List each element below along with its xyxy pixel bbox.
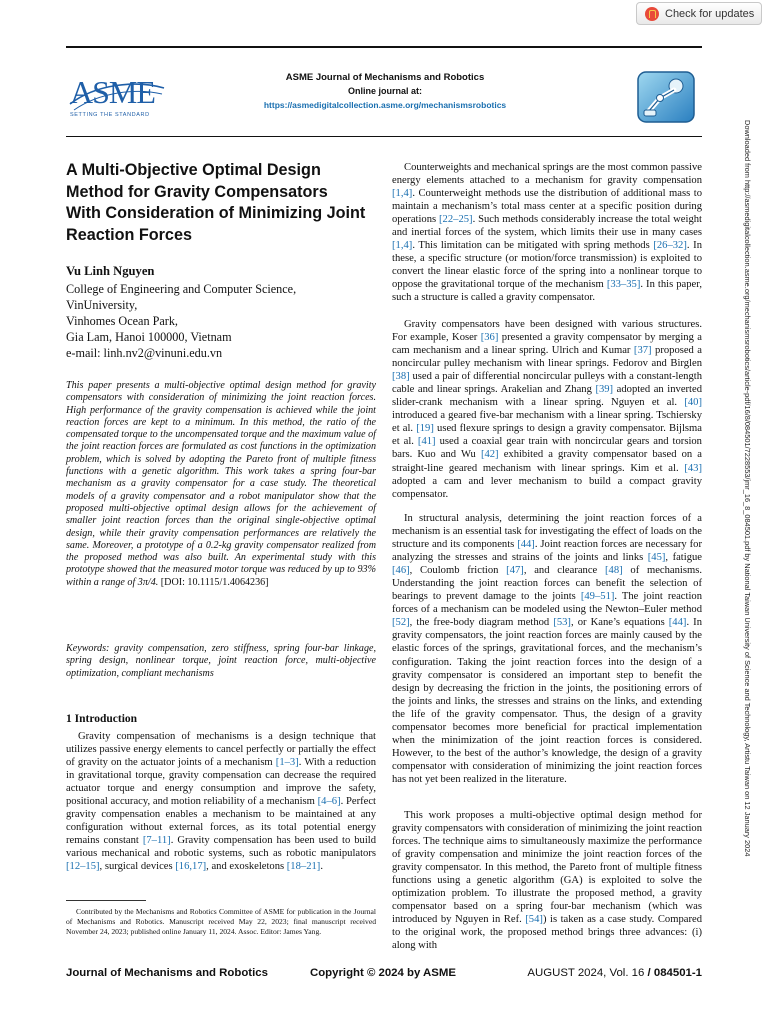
citation-link[interactable]: [44] — [668, 617, 687, 629]
download-note-text: Downloaded from http://asmedigitalcollection.asme.org/mechanismsrobotics/article-pdf/16/8/084501/7228553/jmr_16_8_084501.pdf by National Taiwan University of Science and Technology, Artistu Taiwan on 12 January 2024 — [743, 120, 752, 857]
asme-logo-word: ASME — [70, 74, 155, 110]
footer-issue — [470, 967, 702, 979]
citation-link[interactable]: [1–3] — [275, 757, 299, 769]
author-name: Vu Linh Nguyen — [66, 264, 155, 278]
online-journal-label: Online journal at: — [347, 86, 422, 96]
citation-link[interactable]: [45] — [647, 552, 666, 564]
doi: [DOI: 10.1115/1.4064236] — [160, 576, 269, 588]
affiliation-line: Gia Lam, Hanoi 100000, Vietnam — [66, 330, 232, 344]
citation-link[interactable]: [43] — [684, 462, 702, 474]
citation-link[interactable]: [26–32] — [653, 240, 687, 252]
footnote-rule — [66, 900, 146, 901]
citation-link[interactable]: [41] — [417, 436, 436, 448]
citation-link[interactable]: [48] — [605, 565, 623, 577]
citation-link[interactable]: [33–35] — [606, 279, 641, 291]
body-paragraph: This work proposes a multi-objective optimal design method for gravity compensators with consideration of minimizing the joint reaction forces. The technique aims to simultaneously maximize the performance of gravity compensation and minimize the joint reaction forces of the gravity compensator. In this method, the Pareto front of multiple fitness functions using a genetic algorithm (GA) is exploited to solve the optimization problem. To illustrate the proposed method, a gravity compensator based on a spring four-bar mechanism (which was introduced by Nguyen in Ref. [54]) is taken as a case study. Compared to the original work, the proposed method brings three advances: (i) along with — [392, 810, 702, 952]
body-paragraph: Counterweights and mechanical springs are the most common passive energy elements attached to a mechanism for gravity compensation [1,4]. Counterweight methods use the distribution of additional mass to maintain a mechanism’s total mass center at a specific position during operations [22–25]. Such methods considerably increase the total weight and inertial forces of the system, which limits their use in many cases [1,4]. This limitation can be mitigated with spring methods [26–32]. In these, a specific structure (or motion/force transmission) is exploited to convert the linear elastic force of the spring into a nonlinear torque to oppose the gravitational torque of the mechanism [33–35]. In this paper, such a structure is called a gravity compensator. — [392, 162, 702, 304]
check-for-updates-button[interactable] — [636, 2, 762, 25]
header-rule-top — [66, 46, 702, 48]
citation-link[interactable]: [4–6] — [317, 796, 341, 808]
citation-link[interactable]: [40] — [684, 397, 702, 409]
journal-url-link[interactable]: https://asmedigitalcollection.asme.org/mechanismsrobotics — [263, 100, 507, 110]
affiliation-line: VinUniversity, — [66, 298, 138, 312]
citation-link[interactable]: [49–51] — [580, 591, 615, 603]
affiliation-line: Vinhomes Ocean Park, — [66, 314, 178, 328]
header-rule-bottom — [66, 136, 702, 137]
journal-name: ASME Journal of Mechanisms and Robotics — [285, 72, 485, 83]
keywords: Keywords: gravity compensation, zero stiffness, spring four-bar linkage, spring design, nonlinear torque, joint reaction force, multi-objective optimization, compliant mechanisms — [66, 643, 376, 679]
citation-link[interactable]: [16,17] — [175, 861, 207, 873]
footnote: Contributed by the Mechanisms and Robotics Committee of ASME for publication in the Journal of Mechanisms and Robotics. Manuscript received May 22, 2023; final manuscript received November 24, 2023; published online January 11, 2024. Assoc. Editor: James Yang. — [66, 907, 376, 936]
citation-link[interactable]: [44] — [517, 539, 535, 551]
paper-title: A Multi-Objective Optimal Design Method for Gravity Compensators With Consideration of Minimizing Joint Reaction Forces — [66, 161, 366, 244]
citation-link[interactable]: [38] — [392, 371, 410, 383]
citation-link[interactable]: [18–21] — [286, 861, 321, 873]
footer-copyright: Copyright © 2024 by ASME — [310, 967, 456, 979]
citation-link[interactable]: [1,4] — [392, 240, 413, 252]
author-email[interactable]: e-mail: linh.nv2@vinuni.edu.vn — [66, 346, 223, 360]
footer-date: AUGUST 2024, Vol. 16 — [527, 967, 645, 979]
citation-link[interactable]: [22–25] — [439, 214, 473, 226]
citation-link[interactable]: [54] — [525, 914, 543, 926]
citation-link[interactable]: [53] — [553, 617, 571, 629]
check-for-updates-label: Check for updates — [665, 7, 755, 20]
body-paragraph: In structural analysis, determining the joint reaction forces of a mechanism is an essential task for investigating the effect of loads on the structure and its components [44]. Joint reaction forces are necessary for analyzing the stresses and strains of the joints and links [45], fatigue [46], Coulomb friction [47], and clearance [48] of mechanisms. Understanding the joint reaction forces can benefit the selection of bearings to prevent damage to the joints [49–51]. The joint reaction forces of a mechanism can be modeled using the Newton–Euler method [52], the free-body diagram method [53], or Kane’s equations [44]. In gravity compensators, the joint reaction forces are mainly caused by the elastic forces of the springs, gravitational forces, and the mechanism’s configuration. Taking the joint reaction forces into the design of a gravity compensator is considered an important step to benefit the design by decreasing the friction in the joints, the positioning errors of the joints and links, the stresses and strains on the links, and extending the life of the gravity compensator. Thus, the design of a gravity compensator becomes more beneficial for practical implementation when the minimization of the joint reaction forces is considered. However, to the best of the author’s knowledge, the design of a gravity compensator with consideration of minimizing the joint reaction forces has not yet been realized in the literature. — [392, 513, 702, 785]
check-updates-icon — [645, 7, 659, 21]
citation-link[interactable]: [1,4] — [392, 188, 413, 200]
robotics-journal-icon — [636, 68, 696, 124]
footer-journal: Journal of Mechanisms and Robotics — [66, 967, 268, 979]
citation-link[interactable]: [52] — [392, 617, 410, 629]
abstract-text: This paper presents a multi-objective optimal design method for gravity compensators with consideration of minimizing the joint reaction forces. High performance of the gravity compensation is achieved while the joint reaction forces are kept to a minimum. In this method, the ratio of the compensated torque to the uncompensated torque and the maximum value of the joint reaction forces are formulated as cost functions in the optimization problem, which is solved by adopting the Pareto front of multiple fitness functions with a genetic algorithm. This work takes a spring four-bar mechanism as a gravity compensator for a case study. The theoretical models of a gravity compensator and a robot manipulator show that the proposed multi-objective optimal design allows for the achievement of smaller joint reaction forces than the original single-objective optimal design, while their gravity compensation performances are relatively the same. Moreover, a prototype of a 0.2-kg gravity compensator realized from the proposed method was also built. An experimental study with this prototype showed that the measured motor torque was reduced by up to 93% within a range of 3π/4. — [66, 380, 376, 588]
citation-link[interactable]: [39] — [595, 384, 614, 396]
body-paragraph: Gravity compensators have been designed with various structures. For example, Koser [36] presented a gravity compensator by merging a cam mechanism and a linear spring. Ulrich and Kumar [37] proposed a noncircular pulley mechanism with linear springs. Fedorov and Birglen [38] used a pair of differential noncircular pulleys with a constant-length cable and linear springs. Arakelian and Zhang [39] adopted an inverted slider-crank mechanism with a linear spring. Nguyen et al. [40] introduced a geared five-bar mechanism with a linear spring. Tschiersky et al. [19] used flexure springs to design a gravity compensator. Bijlsma et al. [41] used a coaxial gear train with noncircular gears and torsion bars. Kuo and Wu [42] exhibited a gravity compensator based on a straight-line geared mechanism with linear springs. Kim et al. [43] adopted a cam and lever mechanism to build a compact gravity compensator. — [392, 319, 703, 500]
citation-link[interactable]: [19] — [416, 423, 434, 435]
abstract — [66, 380, 376, 589]
footer-page: 084501-1 — [653, 967, 702, 979]
citation-link[interactable]: [36] — [480, 332, 499, 344]
affiliation-line: College of Engineering and Computer Science, — [66, 282, 297, 296]
citation-link[interactable]: [46] — [392, 565, 410, 577]
footer-separator: / — [647, 967, 651, 979]
citation-link[interactable]: [37] — [633, 345, 652, 357]
citation-link[interactable]: [42] — [480, 449, 499, 461]
section-heading-introduction: 1 Introduction — [66, 713, 138, 725]
citation-link[interactable]: [47] — [506, 565, 524, 577]
download-note — [742, 120, 752, 1000]
citation-link[interactable]: [12–15] — [66, 861, 100, 873]
asme-logo-tagline: SETTING THE STANDARD — [70, 112, 150, 118]
intro-paragraph: Gravity compensation of mechanisms is a design technique that utilizes passive energy elements to cancel perfectly or partially the effect of gravity on the actuator joints of a mechanism [1–3]. With a reduction in gravitational torque, gravity compensation can decrease the required actuator torque and energy consumption and improve the safety, positional accuracy, and motion reliability of a mechanism [4–6]. Perfect gravity compensation enables a mechanism to be maintained at any configuration without external forces, as its total potential energy remains constant [7–11]. Gravity compensation has been used to build various mechanical and robotic systems, such as robotic manipulators [12–15], surgical devices [16,17], and exoskeletons [18–21]. — [66, 731, 377, 873]
citation-link[interactable]: [7–11] — [142, 835, 171, 847]
